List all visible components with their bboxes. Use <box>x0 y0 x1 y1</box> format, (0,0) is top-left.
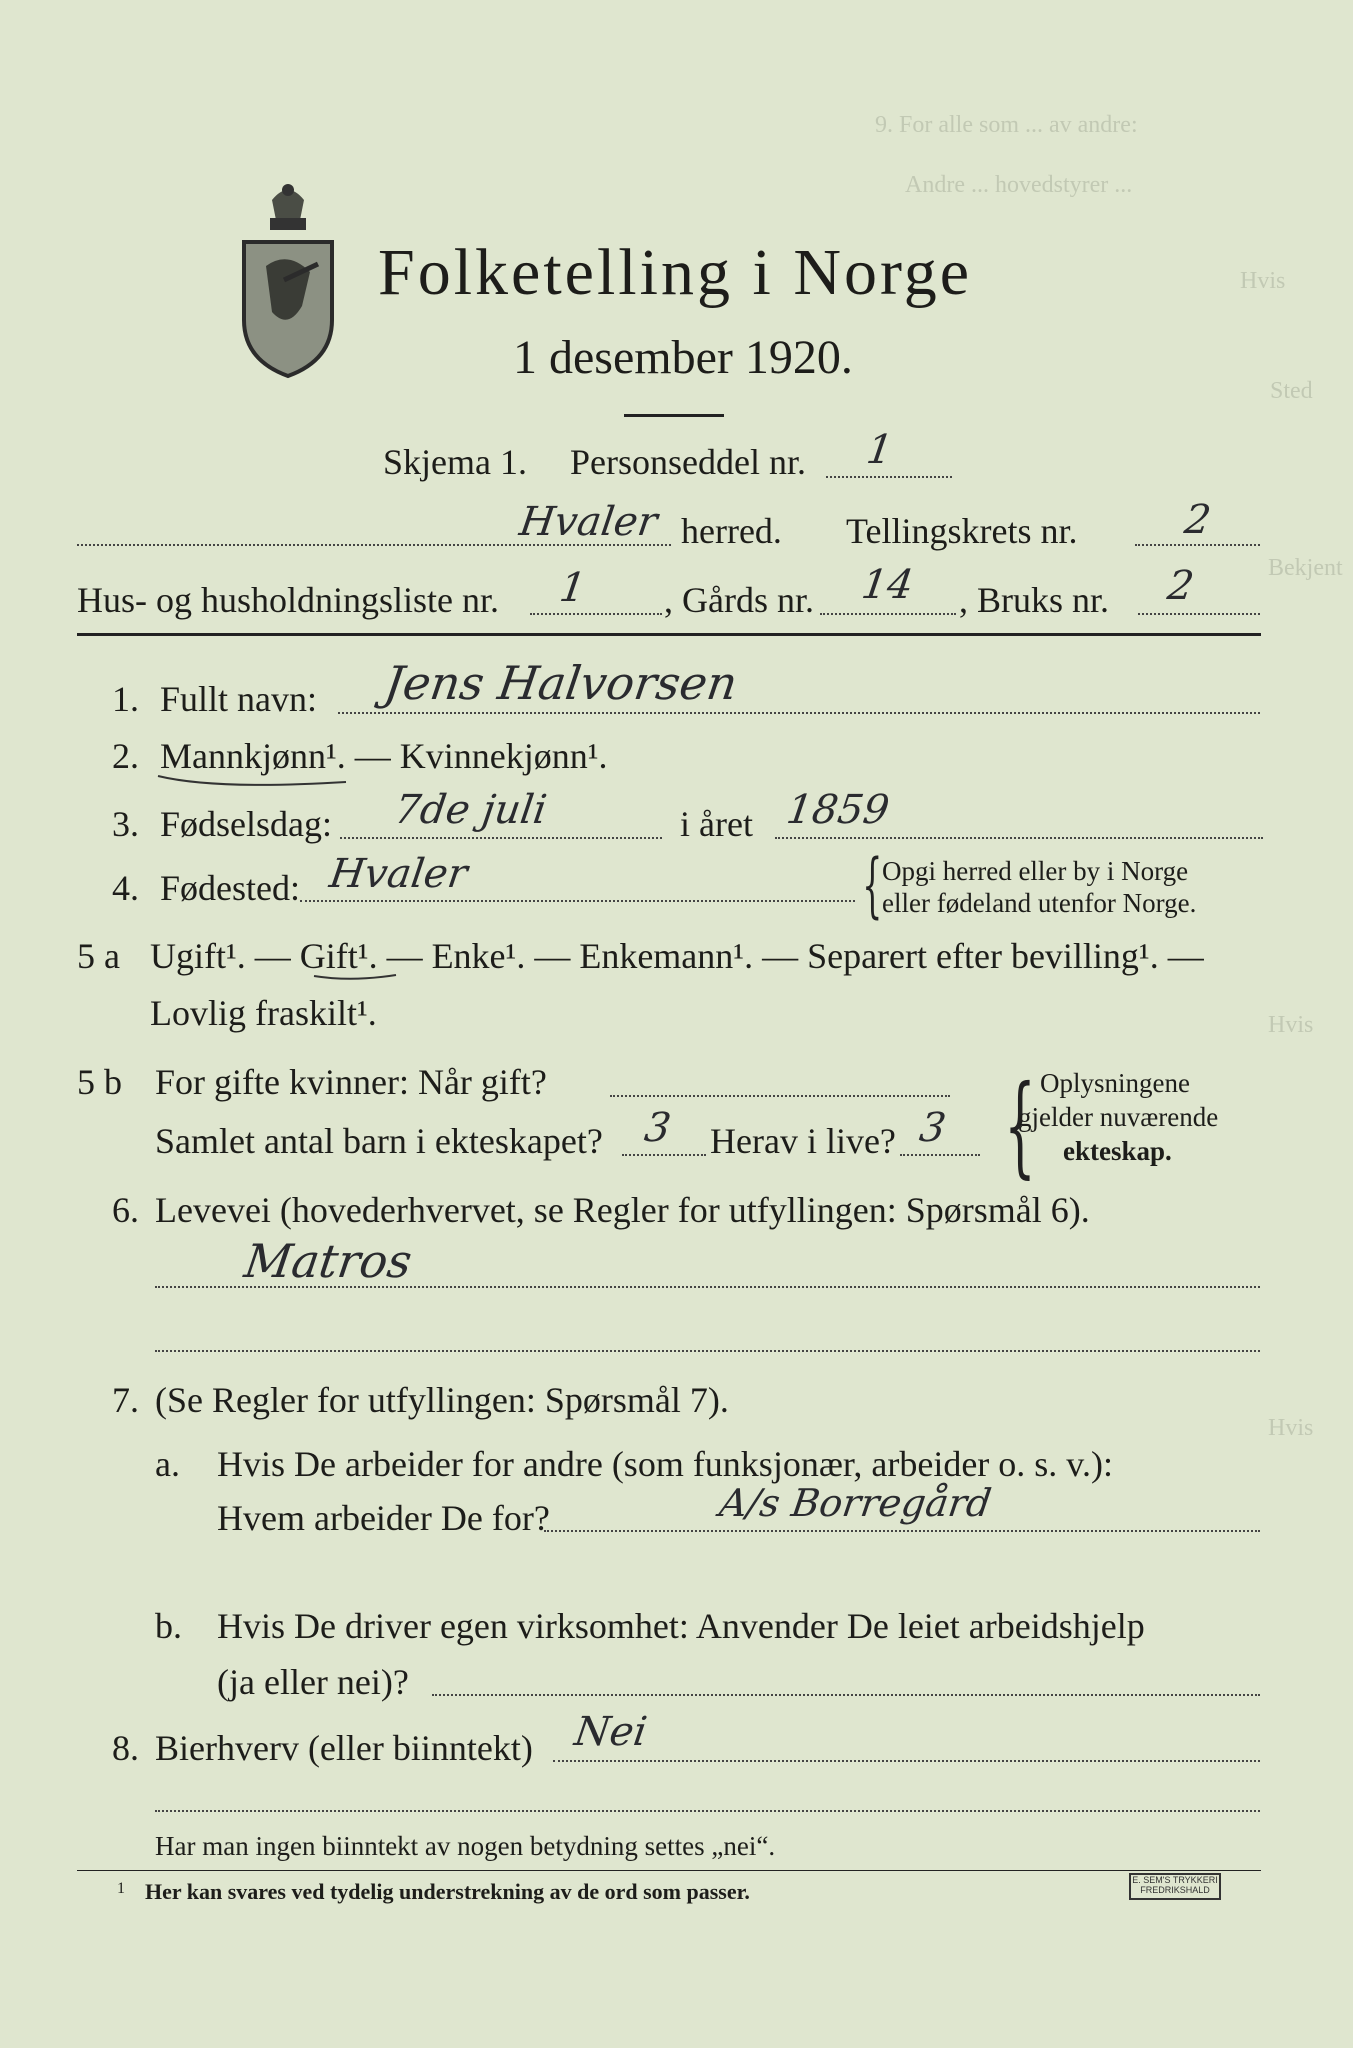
q5a-gift-underline <box>312 970 402 986</box>
herred-value: Hvaler <box>516 499 661 545</box>
q4-number: 4. <box>112 868 139 908</box>
q5a-line1: Ugift¹. — Gift¹. — Enke¹. — Enkemann¹. — Separert efter bevilling¹. — <box>150 936 1204 976</box>
printer-stamp: E. SEM'S TRYKKERI FREDRIKSHALD <box>1129 1873 1221 1900</box>
q7-label: (Se Regler for utfyllingen: Spørsmål 7). <box>155 1380 729 1420</box>
q5b-line1: For gifte kvinner: Når gift? <box>155 1062 547 1102</box>
q4-label: Fødested: <box>160 868 300 908</box>
q8-label: Bierhverv (eller biinntekt) <box>155 1728 533 1768</box>
bleed-through-text: Hvis <box>1268 1012 1314 1038</box>
q4-value: Hvaler <box>326 851 471 897</box>
tellingskrets-value: 2 <box>1181 497 1214 543</box>
q8-line-2 <box>155 1810 1260 1812</box>
q4-brace: { <box>862 844 883 926</box>
personseddel-label: Personseddel nr. <box>570 442 806 482</box>
footnote-text: Her kan svares ved tydelig understrekning av de ord som passer. <box>145 1879 750 1904</box>
q7b-line2: (ja eller nei)? <box>217 1662 409 1702</box>
bleed-through-text: Hvis <box>1240 268 1286 294</box>
q5b-barn-line <box>622 1154 706 1156</box>
q5b-note-3: ekteskap. <box>1063 1136 1172 1166</box>
q5b-live-line <box>900 1154 980 1156</box>
q7b-line1: Hvis De driver egen virksomhet: Anvender De leiet arbeidshjelp <box>217 1606 1145 1646</box>
q3-number: 3. <box>112 804 139 844</box>
q3-year-label: i året <box>680 804 753 844</box>
q5a-number: 5 a <box>77 936 120 976</box>
q7a-value: A/s Borregård <box>716 1481 995 1525</box>
q2-underline <box>156 770 356 794</box>
q5b-line2: Samlet antal barn i ekteskapet? <box>155 1121 603 1161</box>
q7b-letter: b. <box>155 1606 182 1646</box>
q6-label: Levevei (hovederhvervet, se Regler for utfyllingen: Spørsmål 6). <box>155 1190 1090 1230</box>
q5b-brace: { <box>1004 1061 1036 1189</box>
q8-value: Nei <box>571 1709 650 1755</box>
q8-line-1 <box>553 1760 1260 1762</box>
q4-note-1: Opgi herred eller by i Norge <box>882 856 1189 886</box>
bleed-through-text: Sted <box>1270 378 1313 404</box>
q6-value: Matros <box>241 1234 416 1288</box>
header-divider <box>77 633 1261 636</box>
q7a-line1: Hvis De arbeider for andre (som funksjonær, arbeider o. s. v.): <box>217 1444 1113 1484</box>
title-rule <box>624 414 724 417</box>
husliste-value: 1 <box>556 565 589 611</box>
tellingskrets-line <box>1135 544 1260 546</box>
q2-number: 2. <box>112 736 139 776</box>
gards-line <box>820 613 956 615</box>
q7a-letter: a. <box>155 1444 180 1484</box>
census-date: 1 desember 1920. <box>513 331 853 384</box>
schema-label: Skjema 1. <box>383 442 527 482</box>
q7a-line2: Hvem arbeider De for? <box>217 1498 550 1538</box>
gards-value: 14 <box>858 562 917 608</box>
q3-label: Fødselsdag: <box>160 804 333 844</box>
personseddel-value: 1 <box>863 427 896 473</box>
bruks-value: 2 <box>1164 563 1197 609</box>
bleed-through-text: 9. For alle som ... av andre: <box>875 112 1138 138</box>
q1-label: Fullt navn: <box>160 679 318 719</box>
personseddel-line <box>826 476 952 478</box>
q1-number: 1. <box>112 679 139 719</box>
bruks-label: , Bruks nr. <box>959 580 1110 620</box>
q7a-line <box>544 1530 1260 1532</box>
q5b-live-value: 3 <box>916 1105 949 1151</box>
coat-of-arms-icon <box>228 180 348 380</box>
q5a-line2: Lovlig fraskilt¹. <box>150 993 377 1033</box>
q5b-note-2: gjelder nuværende <box>1018 1102 1219 1132</box>
q8-note: Har man ingen biinntekt av nogen betydning settes „nei“. <box>155 1831 776 1861</box>
q6-line-2 <box>155 1350 1260 1352</box>
gards-label: , Gårds nr. <box>664 580 814 620</box>
footnote-rule <box>77 1870 1261 1871</box>
husliste-label: Hus- og husholdningsliste nr. <box>77 580 500 620</box>
bleed-through-text: Bekjent <box>1268 555 1343 581</box>
q7b-line <box>432 1694 1260 1696</box>
q3-day-line <box>340 837 662 839</box>
q5b-barn-value: 3 <box>641 1105 674 1151</box>
bruks-line <box>1138 613 1260 615</box>
q7-number: 7. <box>112 1380 139 1420</box>
husliste-line <box>530 613 662 615</box>
q8-number: 8. <box>112 1728 139 1768</box>
q2-label: Mannkjønn¹. — Kvinnekjønn¹. <box>160 736 608 776</box>
q1-value: Jens Halvorsen <box>381 656 741 710</box>
bleed-through-text: Andre ... hovedstyrer ... <box>905 172 1133 198</box>
form-title: Folketelling i Norge <box>378 236 973 309</box>
herred-label: herred. <box>681 511 782 551</box>
q4-line <box>300 900 855 902</box>
q4-note-2: eller fødeland utenfor Norge. <box>882 888 1197 918</box>
tellingskrets-label: Tellingskrets nr. <box>846 511 1078 551</box>
bleed-through-text: Hvis <box>1268 1415 1314 1441</box>
q3-day-value: 7de juli <box>391 787 550 833</box>
footnote-mark: 1 <box>117 1880 125 1897</box>
q5b-number: 5 b <box>77 1062 122 1102</box>
q6-number: 6. <box>112 1190 139 1230</box>
q1-line <box>338 712 1260 714</box>
q5b-live-label: Herav i live? <box>710 1121 896 1161</box>
q5b-note-1: Oplysningene <box>1040 1068 1190 1098</box>
q3-year-value: 1859 <box>783 787 893 833</box>
q3-year-line <box>775 837 1263 839</box>
q5b-married-line <box>610 1095 950 1097</box>
